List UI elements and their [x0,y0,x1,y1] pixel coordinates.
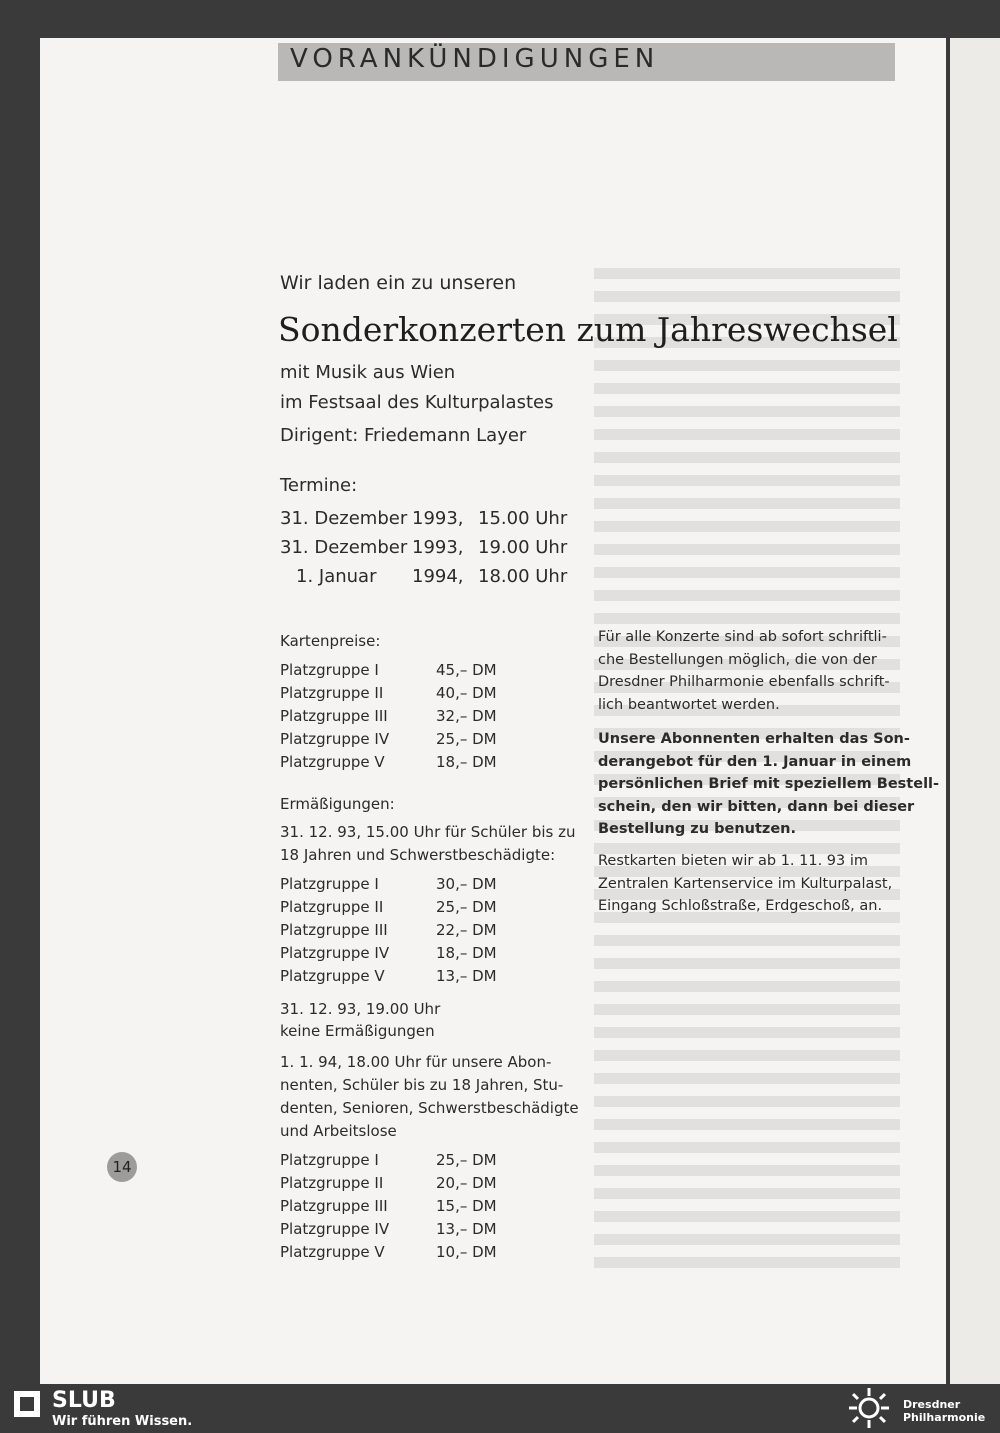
paragraph-line: Restkarten bieten wir ab 1. 11. 93 im [598,853,869,869]
price-group: Platzgruppe III [280,1197,388,1215]
price-value: 18,– DM [436,944,497,962]
conductor-line: Dirigent: Friedemann Layer [280,425,527,446]
kartenpreise-heading: Kartenpreise: [280,632,381,650]
price-row [280,707,497,725]
slub-name: SLUB [52,1388,116,1413]
paragraph-line: Für alle Konzerte sind ab sofort schriftli- [598,629,887,645]
date-day: 1. Januar [296,566,377,587]
ermaessigungen-heading: Ermäßigungen: [280,795,395,813]
paragraph-line: lich beantwortet werden. [598,696,780,713]
ordering-paragraph [598,626,890,716]
price-row [280,944,497,962]
price-value: 40,– DM [436,684,497,702]
date-time: 15.00 Uhr [478,508,568,529]
slub-tagline: Wir führen Wissen. [52,1414,193,1429]
reduction3-line: nenten, Schüler bis zu 18 Jahren, Stu- [280,1076,564,1094]
price-group: Platzgruppe IV [280,730,390,748]
termine-heading: Termine: [280,475,358,496]
paragraph-line: Unsere Abonnenten erhalten das Son- [598,731,910,747]
price-row [280,1197,497,1215]
paragraph-line: derangebot für den 1. Januar in einem [598,753,912,770]
subscriber-paragraph [598,728,939,841]
price-value: 22,– DM [436,921,497,939]
price-value: 13,– DM [436,967,497,985]
price-row [280,753,497,771]
reduction3-line: denten, Senioren, Schwerstbeschädigte [280,1099,579,1117]
price-value: 20,– DM [436,1174,497,1192]
paragraph-line: Dresdner Philharmonie ebenfalls schrift- [598,674,890,690]
price-row [280,730,497,748]
price-value: 30,– DM [436,875,497,893]
price-value: 25,– DM [436,730,497,748]
dp-name-line: Dresdner [903,1398,961,1411]
intro-line: Wir laden ein zu unseren [280,272,517,294]
price-value: 18,– DM [436,753,497,771]
price-group: Platzgruppe II [280,684,384,702]
price-value: 45,– DM [436,661,497,679]
price-group: Platzgruppe III [280,707,388,725]
price-group: Platzgruppe III [280,921,388,939]
price-value: 25,– DM [436,1151,497,1169]
page-title: Sonderkonzerten zum Jahreswechsel [278,310,898,349]
price-row [280,1243,497,1261]
slub-logo-icon [14,1391,40,1417]
remaining-tickets-paragraph [598,850,892,918]
paragraph-line: Zentralen Kartenservice im Kulturpalast, [598,875,893,892]
price-group: Platzgruppe IV [280,944,390,962]
date-year: 1993, [412,537,464,558]
date-year: 1994, [412,566,464,587]
price-row [280,898,497,916]
price-group: Platzgruppe V [280,967,385,985]
paragraph-line: Eingang Schloßstraße, Erdgeschoß, an. [598,898,883,914]
facing-page-edge [950,38,1000,1384]
price-group: Platzgruppe II [280,1174,384,1192]
price-group: Platzgruppe I [280,661,379,679]
price-group: Platzgruppe II [280,898,384,916]
reduction1-line: 31. 12. 93, 15.00 Uhr für Schüler bis zu [280,823,576,841]
price-group: Platzgruppe IV [280,1220,390,1238]
price-value: 13,– DM [436,1220,497,1238]
reduction3-line: und Arbeitslose [280,1122,397,1140]
price-row [280,875,497,893]
price-group: Platzgruppe V [280,753,385,771]
reduction2-line: 31. 12. 93, 19.00 Uhr [280,1000,441,1018]
date-year: 1993, [412,508,464,529]
section-header-title: VORANKÜNDIGUNGEN [290,44,660,74]
price-row [280,684,497,702]
date-time: 19.00 Uhr [478,537,568,558]
subtitle-venue: im Festsaal des Kulturpalastes [280,392,554,413]
dresdner-philharmonie-name [903,1398,985,1424]
paragraph-line: schein, den wir bitten, dann bei dieser [598,798,915,815]
price-row [280,1174,497,1192]
price-value: 10,– DM [436,1243,497,1261]
paragraph-line: persönlichen Brief mit speziellem Bestell- [598,776,940,792]
reduction3-line: 1. 1. 94, 18.00 Uhr für unsere Abon- [280,1053,552,1071]
date-day: 31. Dezember [280,508,408,529]
price-group: Platzgruppe V [280,1243,385,1261]
paragraph-line: che Bestellungen möglich, die von der [598,651,877,668]
reduction1-line: 18 Jahren und Schwerstbeschädigte: [280,846,556,864]
price-row [280,1151,497,1169]
price-row [280,661,497,679]
price-value: 15,– DM [436,1197,497,1215]
price-group: Platzgruppe I [280,1151,379,1169]
price-row [280,921,497,939]
paragraph-line: Bestellung zu benutzen. [598,821,797,837]
dp-name-line: Philharmonie [903,1411,986,1424]
date-time: 18.00 Uhr [478,566,568,587]
page-number: 14 [107,1152,137,1182]
date-day: 31. Dezember [280,537,408,558]
price-group: Platzgruppe I [280,875,379,893]
reduction2-line: keine Ermäßigungen [280,1022,435,1040]
dresdner-philharmonie-logo-icon [846,1388,892,1428]
price-row [280,967,497,985]
price-row [280,1220,497,1238]
price-value: 25,– DM [436,898,497,916]
price-value: 32,– DM [436,707,497,725]
subtitle-music: mit Musik aus Wien [280,362,456,383]
